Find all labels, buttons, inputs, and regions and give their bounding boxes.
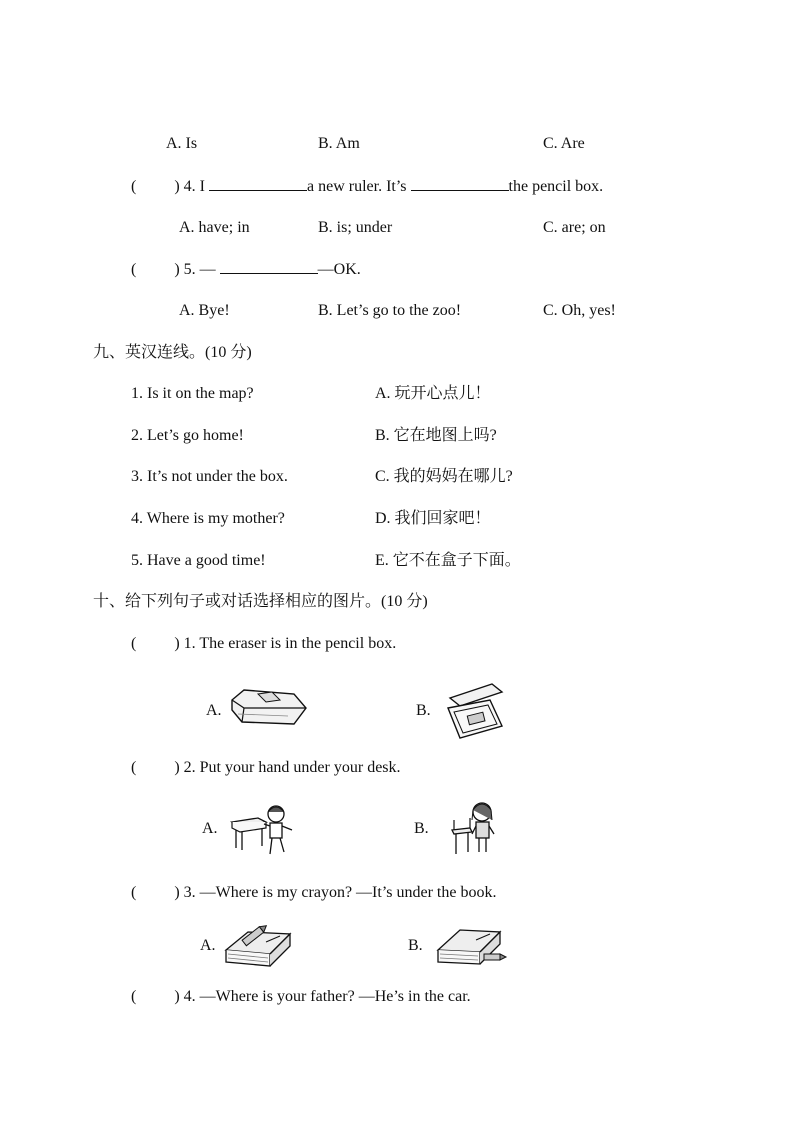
match-left-item[interactable]: 1. Is it on the map? [131, 385, 254, 402]
q4-option-c: C. are; on [543, 219, 606, 236]
option-a-label: A. [200, 937, 216, 954]
section-10-heading: 十、给下列句子或对话选择相应的图片。(10 分) [93, 593, 428, 610]
answer-paren-close: ) [174, 261, 180, 278]
question-text: 3. —Where is my crayon? —It’s under the book. [183, 884, 497, 901]
crayon-on-book-illustration[interactable] [222, 920, 294, 970]
question-text: 4. —Where is your father? —He’s in the car. [183, 988, 471, 1005]
option-a-label: A. [202, 820, 218, 837]
match-left-item[interactable]: 3. It’s not under the box. [131, 468, 288, 485]
question-4 [131, 176, 603, 197]
answer-paren-open: ( [131, 884, 137, 901]
answer-paren-open: ( [131, 261, 137, 278]
question-text: 2. Put your hand under your desk. [183, 759, 401, 776]
answer-paren-open: ( [131, 178, 137, 195]
section-9-heading: 九、英汉连线。(10 分) [93, 344, 252, 361]
answer-paren-close: ) [174, 759, 180, 776]
answer-paren-close: ) [174, 884, 180, 901]
option-a-label: A. [206, 702, 222, 719]
question-number: 4. [183, 178, 196, 195]
question-text: —OK. [317, 261, 361, 278]
fill-blank[interactable] [220, 259, 318, 274]
match-left-item[interactable]: 4. Where is my mother? [131, 510, 285, 527]
q5-option-b: B. Let’s go to the zoo! [318, 302, 462, 319]
question-text: the pencil box. [508, 178, 604, 195]
match-right-item[interactable]: D. 我们回家吧！ [375, 510, 491, 527]
answer-paren-close: ) [174, 988, 180, 1005]
match-right-item[interactable]: C. 我的妈妈在哪儿? [375, 468, 513, 485]
option-b-label: B. [408, 937, 423, 954]
q3-option-c: C. Are [543, 135, 585, 152]
answer-paren-open: ( [131, 988, 137, 1005]
q4-option-a: A. have; in [179, 219, 250, 236]
match-left-item[interactable]: 2. Let’s go home! [131, 427, 244, 444]
question-text: 1. The eraser is in the pencil box. [183, 635, 397, 652]
boy-hand-on-desk-illustration[interactable] [228, 802, 302, 860]
question-text: a new ruler. It’s [306, 178, 407, 195]
question-5 [131, 259, 361, 280]
question-number: 5. [183, 261, 196, 278]
answer-paren-open: ( [131, 635, 137, 652]
girl-beside-desk-illustration[interactable] [448, 800, 500, 858]
dash: — [199, 261, 216, 278]
option-b-label: B. [414, 820, 429, 837]
crayon-under-book-illustration[interactable] [434, 920, 510, 970]
match-right-item[interactable]: A. 玩开心点儿！ [375, 385, 491, 402]
q3-option-b: B. Am [318, 135, 360, 152]
answer-paren-open: ( [131, 759, 137, 776]
q5-option-a: A. Bye! [179, 302, 230, 319]
q4-option-b: B. is; under [318, 219, 393, 236]
open-pencil-box-with-eraser-illustration[interactable] [444, 680, 506, 742]
fill-blank[interactable] [209, 176, 307, 191]
fill-blank[interactable] [411, 176, 509, 191]
match-left-item[interactable]: 5. Have a good time! [131, 552, 266, 569]
answer-paren-close: ) [174, 178, 180, 195]
picture-question-2 [131, 758, 401, 778]
closed-pencil-box-illustration[interactable] [228, 686, 310, 732]
picture-question-4 [131, 987, 471, 1007]
answer-paren-close: ) [174, 635, 180, 652]
question-text: I [199, 178, 205, 195]
match-right-item[interactable]: B. 它在地图上吗? [375, 427, 497, 444]
picture-question-1 [131, 634, 396, 654]
q5-option-c: C. Oh, yes! [543, 302, 616, 319]
option-b-label: B. [416, 702, 431, 719]
picture-question-3 [131, 883, 496, 903]
q3-option-a: A. Is [166, 135, 198, 152]
match-right-item[interactable]: E. 它不在盒子下面。 [375, 552, 521, 569]
